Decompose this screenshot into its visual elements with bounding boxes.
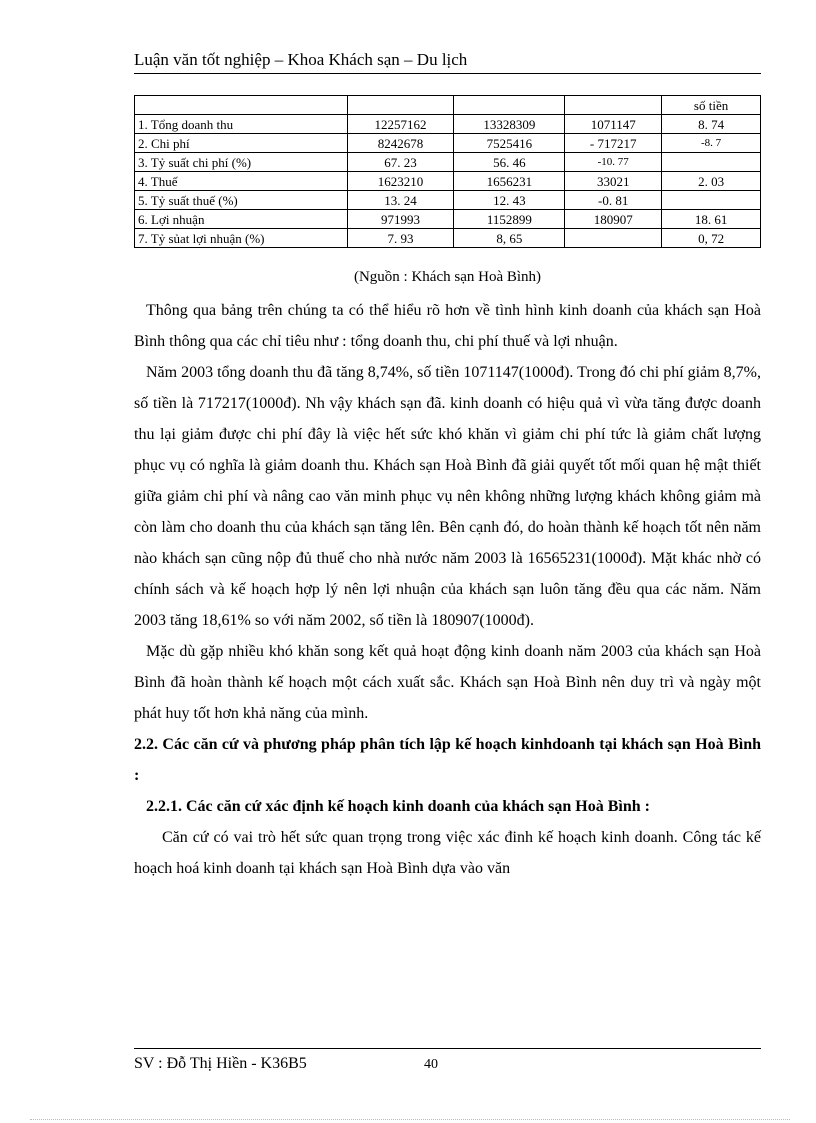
table-cell [662, 153, 761, 172]
footer-author: SV : Đỗ Thị Hiền - K36B5 [134, 1055, 307, 1072]
table-cell: 7. 93 [347, 229, 454, 248]
table-cell: 8242678 [347, 134, 454, 153]
paragraph: Thông qua bảng trên chúng ta có thể hiểu rõ hơn về tình hình kinh doanh của khách sạn Hoà Bình thông qua các chỉ tiêu như : tổng doanh thu, chi phí thuế và lợi nhuận. [134, 302, 761, 350]
table-row [135, 115, 761, 134]
body-text [134, 295, 761, 884]
row-label: 7. Tỷ sủat lợi nhuận (%) [135, 229, 348, 248]
table-header-row [135, 96, 761, 115]
table-cell: 1071147 [565, 115, 662, 134]
financial-table [134, 95, 761, 248]
table-row [135, 153, 761, 172]
paragraph: Mặc dù gặp nhiều khó khăn song kết quả hoạt động kinh doanh năm 2003 của khách sạn Hoà Bình đã hoàn thành kế hoạch một cách xuất sắc. Khách sạn Hoà Bình nên duy trì và ngày một phát huy tốt hơn khả năng của mình. [134, 643, 761, 722]
table-cell: 1623210 [347, 172, 454, 191]
table-cell: 971993 [347, 210, 454, 229]
table-cell: -10. 77 [565, 153, 662, 172]
table-cell: 56. 46 [454, 153, 565, 172]
table-cell: 8, 65 [454, 229, 565, 248]
table-cell: 12257162 [347, 115, 454, 134]
subsection-heading: 2.2.1. Các căn cứ xác định kế hoạch kinh doanh của khách sạn Hoà Bình : [146, 798, 650, 815]
table-row [135, 229, 761, 248]
table-cell [565, 229, 662, 248]
table-cell: 12. 43 [454, 191, 565, 210]
table-row [135, 172, 761, 191]
paragraph: Năm 2003 tổng doanh thu đã tăng 8,74%, số tiền 1071147(1000đ). Trong đó chi phí giảm 8,7%, số tiền là 717217(1000đ). Nh vậy khách sạn đã. kinh doanh có hiệu quả vì vừa tăng được doanh thu lại giảm được chi phí đây là việc hết sức khó khăn vì giảm chi phí tức là giảm chất lượng phục vụ có nghĩa là giảm doanh thu. Khách sạn Hoà Bình đã giải quyết tốt mối quan hệ mật thiết giữa giảm chi phí và nâng cao văn minh phục vụ nên không những lượng khách không giảm mà còn làm cho doanh thu của khách sạn tăng lên. Bên cạnh đó, do hoàn thành kế hoạch tốt nên năm nào khách sạn cũng nộp đủ thuế cho nhà nước năm 2003 là 16565231(1000đ). Mặt khác nhờ có chính sách và kế hoạch hợp lý nên lợi nhuận của khách sạn luôn tăng đều qua các năm. Năm 2003 tăng 18,61% so với năm 2002, số tiền là 180907(1000đ). [134, 364, 761, 629]
table-cell: 18. 61 [662, 210, 761, 229]
table-cell: 33021 [565, 172, 662, 191]
table-cell: -8. 7 [662, 134, 761, 153]
row-label: 4. Thuế [135, 172, 348, 191]
table-cell [454, 96, 565, 115]
table-cell: 7525416 [454, 134, 565, 153]
table-cell: 1656231 [454, 172, 565, 191]
page-footer [134, 1048, 761, 1073]
table-row [135, 210, 761, 229]
row-label: 6. Lợi nhuận [135, 210, 348, 229]
table-cell: 2. 03 [662, 172, 761, 191]
table-cell: - 717217 [565, 134, 662, 153]
table-row [135, 134, 761, 153]
row-label: 2. Chi phí [135, 134, 348, 153]
table-cell: 180907 [565, 210, 662, 229]
table-cell: 1152899 [454, 210, 565, 229]
table-cell: 67. 23 [347, 153, 454, 172]
page-divider [30, 1119, 790, 1120]
table-cell [662, 191, 761, 210]
table-cell: -0. 81 [565, 191, 662, 210]
row-label: 5. Tỷ suất thuế (%) [135, 191, 348, 210]
table-cell: số tiền [662, 96, 761, 115]
row-label: 1. Tổng doanh thu [135, 115, 348, 134]
row-label: 3. Tỷ suất chi phí (%) [135, 153, 348, 172]
table-cell: 13. 24 [347, 191, 454, 210]
table-source: (Nguồn : Khách sạn Hoà Bình) [353, 269, 542, 285]
section-heading: 2.2. Các căn cứ và phương pháp phân tích lập kế hoạch kinhdoanh tại khách sạn Hoà Bình : [134, 736, 761, 784]
paragraph: Căn cứ có vai trò hết sức quan trọng trong việc xác đinh kế hoạch kinh doanh. Công tác kế hoạch hoá kinh doanh tại khách sạn Hoà Bình dựa vào văn [134, 829, 761, 877]
table-cell [135, 96, 348, 115]
header-title: Luận văn tốt nghiệp – Khoa Khách sạn – Du lịch [134, 50, 468, 69]
page-header [134, 49, 761, 74]
table-cell: 13328309 [454, 115, 565, 134]
table-cell [565, 96, 662, 115]
page-number: 40 [424, 1057, 438, 1072]
table-row [135, 191, 761, 210]
table-cell: 0, 72 [662, 229, 761, 248]
table-cell: 8. 74 [662, 115, 761, 134]
table-cell [347, 96, 454, 115]
